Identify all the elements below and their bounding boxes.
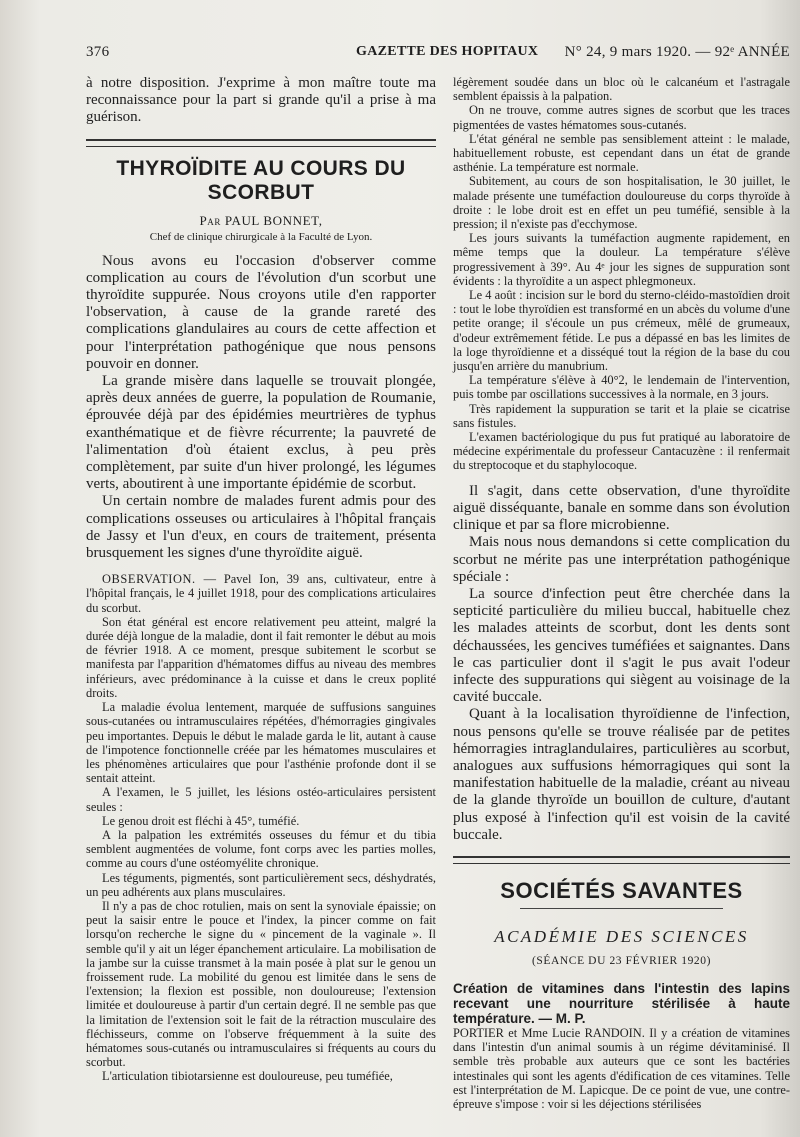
article-title: THYROÏDITE AU COURS DU SCORBUT — [116, 156, 406, 204]
case-paragraph: La maladie évolua lentement, marquée de suffusions sanguines sous-cutanées ou intramusculaires répétées, d'hémorragies gingivales peu importantes. Depuis le début le malade garda le lit, autant à cause de l'impotence fonctionnelle créée par les hématomes musculaires et les phénomènes articulaires que pour l'asthénie profonde dont il se sentait atteint. — [86, 700, 436, 786]
observation-text: — Pavel Ion, 39 ans, cultivateur, entre à l'hôpital français, le 4 juillet 1918, pour des complications articulaires du scorbut. — [86, 572, 436, 615]
case-paragraph: Très rapidement la suppuration se tarit et la plaie se cicatrise sans fistules. — [453, 401, 790, 430]
case-paragraph: L'état général ne semble pas sensiblement atteint : le malade, habituellement robuste, est cependant dans un état de grande asthénie. La température est normale. — [453, 131, 790, 175]
case-paragraph: L'examen bactériologique du pus fut pratiqué au laboratoire de médecine expérimentale du professeur Cantacuzène : il renfermait du streptocoque et du staphylocoque. — [453, 430, 790, 473]
discussion-paragraph: Mais nous nous demandons si cette complication du scorbut ne mérite pas une interprétation pathogénique spéciale : — [453, 534, 790, 585]
article-paragraph: La grande misère dans laquelle se trouvait plongée, après deux années de guerre, la population de Roumanie, éprouvée déjà par des épidémies meurtrières de typhus exanthématique et de fièvre récurrente; la pauvreté de l'alimentation d'où étaient exclus, à peu près complètement, par suite d'un hiver prolongé, les légumes verts, aboutirent à une importante épidémie de scorbut. — [86, 373, 436, 493]
case-paragraph: Son état général est encore relativement peu atteint, malgré la durée déjà longue de la maladie, dont il fait remonter le début au mois de février 1918. A ce moment, presque subitement le scorbut se manifesta par l'apparition d'hématomes diffus au niveau des membres inférieurs, avec prédominance à la cuisse et dans le creux poplité droits. — [86, 614, 436, 700]
case-paragraph: On ne trouve, comme autres signes de scorbut que les traces pigmentées de vastes hématomes sous-cutanés. — [453, 103, 790, 132]
case-paragraph: Il n'y a pas de choc rotulien, mais on sent la synoviale épaissie; on peut la saisir entre le pouce et l'index, la pincer comme on fait lorsqu'on recherche le signe du « pincement de la vaginale ». Il semble qu'il y ait un léger épanchement articulaire. La mobilisation de la jambe sur la cuisse transmet à la main posée à plat sur le genou un froissement rude. La mobilité du genou est limitée dans le sens de l'extension; la flexion est possible, non douloureuse; l'extension limitée et douloureuse à partir d'un certain degré. Il ne semble pas que la limitation de l'extension soit le fait de la rétraction musculaire des fléchisseurs, comme on l'observe fréquemment à la suite des hématomes sous-cutanés ou intramusculaires si fréquents au cours du scorbut. — [86, 898, 436, 1070]
case-paragraph: Les téguments, pigmentés, sont particulièrement secs, déshydratés, un peu adhérents aux plans musculaires. — [86, 870, 436, 899]
page-header — [86, 44, 790, 64]
right-column — [453, 75, 790, 1111]
case-paragraph: Les jours suivants la tuméfaction augmente rapidement, en même temps que la douleur. La température s'élève progressivement à 39°. Au 4ᵉ jour les signes de suppuration sont évidents : la thyroïdite a un aspect phlegmoneux. — [453, 231, 790, 288]
thin-rule — [520, 908, 722, 909]
author-affiliation: Chef de clinique chirurgicale à la Faculté de Lyon. — [149, 230, 373, 243]
double-rule — [453, 856, 790, 864]
discussion-paragraph: Quant à la localisation thyroïdienne de l'infection, nous pensons qu'elle se trouve réalisée par de petites hémorragies intraglandulaires, particulières au scorbut, analogues aux suffusions hémorragiques qui sont la manifestation habituelle de la maladie, créant au niveau de la glande thyroïde un bouillon de culture, d'autant plus exposé à l'infection qu'il est voisin de la cavité buccale. — [453, 706, 790, 843]
communication-title: Création de vitamines dans l'intestin des lapins recevant une nourriture stérilisée à haute température. — M. P. — [453, 980, 790, 1026]
case-paragraph: Le genou droit est fléchi à 45°, tuméfié. — [102, 813, 300, 828]
issue-info: N° 24, 9 mars 1920. — 92ᵉ ANNÉE — [564, 44, 790, 60]
session-date: (SÉANCE DU 23 FÉVRIER 1920) — [531, 954, 712, 967]
article-paragraph: Nous avons eu l'occasion d'observer comme complication au cours de l'évolution d'un scorbut une thyroïdite suppurée. Nous croyons utile d'en rapporter l'observation, à cause de la grande rareté des complications glandulaires au cours de cette affection et pour l'interprétation pathogénique que nous pensons pouvoir en donner. — [86, 252, 436, 372]
discussion-paragraph: Il s'agit, dans cette observation, d'une thyroïdite aiguë disséquante, banale en somme dans son évolution clinique et par sa flore microbienne. — [453, 482, 790, 534]
case-paragraph: Subitement, au cours de son hospitalisation, le 30 juillet, le malade présente une tuméfaction douloureuse du corps thyroïde à droite : le lobe droit est en effet un peu tuméfié, sensible à la pression; il n'existe pas d'ecchymose. — [453, 174, 790, 232]
case-paragraph: A l'examen, le 5 juillet, les lésions ostéo-articulaires persistent seules : — [86, 785, 436, 814]
observation-paragraph — [86, 572, 436, 615]
case-paragraph: Le 4 août : incision sur le bord du sterno-cléido-mastoïdien droit : tout le lobe thyroïdien est transformé en un abcès du volume d'une petite orange; il s'écoule un pus crémeux, mêlé de grumeaux, d'odeur extrêmement fétide. Le pus a dépassé en bas les limites de la loge thyroïdienne et a disséqué tout la région de la base du cou jusqu'en arrière du manubrium. — [453, 288, 790, 374]
case-paragraph: La température s'élève à 40°2, le lendemain de l'intervention, puis tombe par oscillations successives à la normale, en 3 jours. — [453, 373, 790, 402]
academy-heading: ACADÉMIE DES SCIENCES — [494, 926, 749, 946]
journal-title: GAZETTE DES HOPITAUX — [356, 44, 539, 59]
discussion-paragraph: La source d'infection peut être cherchée dans la septicité particulière du milieu buccal, habituelle chez les malades atteints de scorbut, dont les dents sont déchaussées, les gencives tuméfiées et saignantes. Dans le cas particulier dont il s'agit le pus avait l'odeur infecte des suppurations qui siègent au voisinage de la cavité buccale. — [453, 585, 790, 706]
observation-label: OBSERVATION. — [102, 572, 196, 587]
left-column — [86, 75, 436, 1084]
communication-text: PORTIER et Mme Lucie RANDOIN. Il y a création de vitamines dans l'intestin d'un animal soumis à un régime dévitaminisé. Il semble très probable aux auteurs que ce sont les bactéries intestinales qui sont les agents d'édification de ces vitamines. Telle est l'interprétation de M. Lapicque. De ce point de vue, une contre-épreuve s'impose : voir si les déjections stérilisées — [453, 1025, 790, 1111]
opening-paragraph: à notre disposition. J'exprime à mon maître toute ma reconnaissance pour la part si grande qu'il a prise à ma guérison. — [86, 75, 436, 126]
page-number: 376 — [86, 44, 110, 60]
case-paragraph: A la palpation les extrémités osseuses du fémur et du tibia semblent augmentées de volume, font corps avec les parties molles, comme au cours d'une ostéomyélite chronique. — [86, 827, 436, 871]
case-paragraph: L'articulation tibiotarsienne est douloureuse, peu tuméfiée, — [102, 1069, 393, 1084]
article-paragraph: Un certain nombre de malades furent admis pour des complications osseuses ou articulaires à l'hôpital français de Jassy et l'un d'eux, en cours de traitement, présenta brusquement les signes d'une thyroïdite aiguë. — [86, 493, 436, 562]
double-rule — [86, 139, 436, 147]
societies-heading: SOCIÉTÉS SAVANTES — [500, 877, 743, 903]
case-paragraph: légèrement soudée dans un bloc où le calcanéum et l'astragale semblent épaissis à la palpation. — [453, 75, 790, 104]
article-author: Par PAUL BONNET, — [199, 212, 323, 228]
